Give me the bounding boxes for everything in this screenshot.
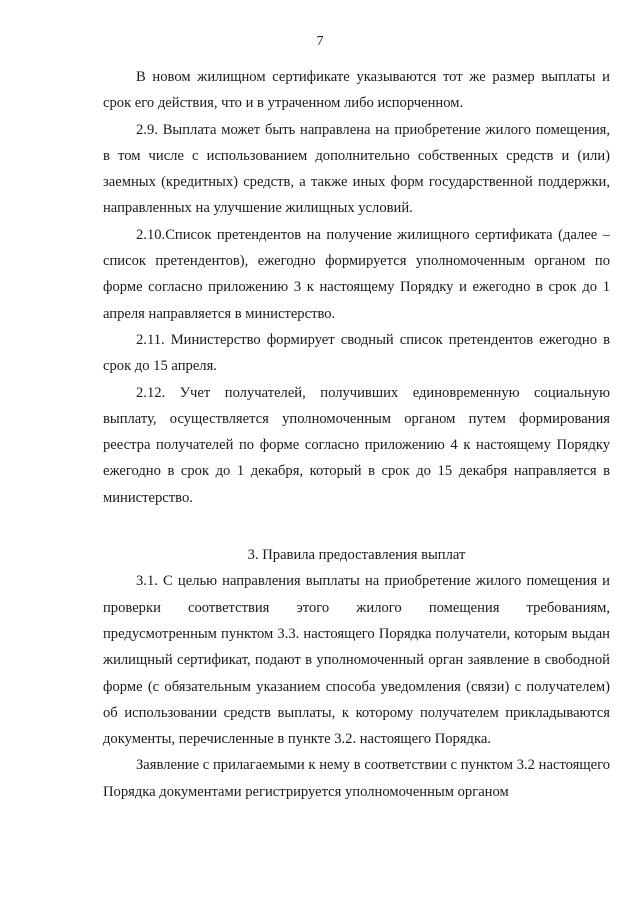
paragraph-application-registration: Заявление с прилагаемыми к нему в соответствии с пунктом 3.2 настоящего Порядка документами регистрируется уполномоченным органом — [103, 757, 610, 800]
paragraph-2-10: 2.10.Список претендентов на получение жилищного сертификата (далее – список претендентов), ежегодно формируется уполномоченным органом по форме согласно приложению 3 к настоящему Порядку и ежегодно в срок до 1 апреля направляется в министерство. — [103, 226, 610, 322]
section-heading: 3. Правила предоставления выплат — [247, 547, 466, 564]
paragraph-2-12: 2.12. Учет получателей, получивших единовременную социальную выплату, осуществляется уполномоченным органом путем формирования реестра получателей по форме согласно приложению 4 к настоящему Порядку ежегодно в срок до 1 декабря, который в срок до 15 декабря направляется в министерство. — [103, 384, 610, 506]
paragraph-2-9: 2.9. Выплата может быть направлена на приобретение жилого помещения, в том числе с использованием дополнительно собственных средств и (или) заемных (кредитных) средств, а также иных форм государственной поддержки, направленных на улучшение жилищных условий. — [103, 121, 610, 217]
document-body — [103, 64, 610, 805]
paragraph-3-1: 3.1. С целью направления выплаты на приобретение жилого помещения и проверки соответствия этого жилого помещения требованиям, предусмотренным пунктом 3.3. настоящего Порядка получатели, которым выдан жилищный сертификат, подают в уполномоченный орган заявление в свободной форме (с обязательным указанием способа уведомления (связи) с получателем) об использовании средств выплаты, к которому получателем прикладываются документы, перечисленные в пункте 3.2. настоящего Порядка. — [103, 573, 610, 748]
paragraph-2-11: 2.11. Министерство формирует сводный список претендентов ежегодно в срок до 15 апреля. — [103, 331, 610, 375]
paragraph-replacement-certificate: В новом жилищном сертификате указываются тот же размер выплаты и срок его действия, что и в утраченном либо испорченном. — [103, 69, 610, 112]
page-number: 7 — [316, 34, 324, 49]
